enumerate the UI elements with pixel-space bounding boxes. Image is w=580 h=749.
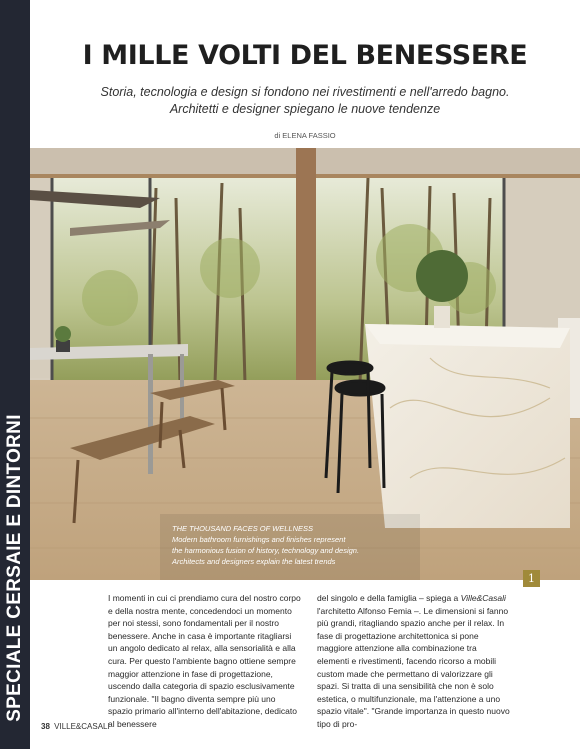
body-column-right [317,592,510,731]
page-marker: 1 [523,570,540,587]
magazine-name: VILLE&CASALI [54,722,110,731]
page-number: 38 [41,722,50,731]
body-right-text-b: l'architetto Alfonso Femia –. Le dimensioni si fanno più grandi, ritagliando spazio anche per il relax. In fase di progettazione architettonica si pone maggiore attenzione alla combinazione tra elementi e rivestimenti, facendo ricorso a mobili custom made che permettano di valorizzare gli spazi. Si tratta di una sensibilità che non è solo estetica, o multifunzionale, ma l'attenzione a uno spazio vitale". "Grande importanza in questo nuovo tipo di pro- [317,605,510,729]
photo-caption [172,523,402,567]
byline: di ELENA FASSIO [274,131,336,140]
hero-photo [30,148,580,580]
subtitle-line-1: Storia, tecnologia e design si fondono nei rivestimenti e nell'arredo bagno. [100,85,510,99]
caption-title: THE THOUSAND FACES OF WELLNESS [172,524,313,533]
body-paragraph-left: I momenti in cui ci prendiamo cura del nostro corpo e della nostra mente, concedendoci un momento per noi stessi, sono fondamentali per il nostro benessere. Anche in casa è importante ritagliarsi un angolo dedicato al relax, alla sensorialità e alla cura. Per questo l'ambiente bagno ottiene sempre maggior attenzione in fase di progettazione, uscendo dalla categoria di spazio esclusivamente funzionale. "Il bagno diventa sempre più uno spazio primario all'interno dell'abitazione, dedicato al benessere [108,593,301,729]
page-footer [41,722,110,731]
caption-line-2: the harmonious fusion of history, technology and design. [172,546,360,555]
side-band [0,0,30,749]
article-title: I MILLE VOLTI DEL BENESSERE [82,40,528,71]
body-column-left [108,592,301,731]
article-subtitle [40,84,570,118]
magazine-brand-mention: Ville&Casali [460,593,506,603]
body-right-text-a: del singolo e della famiglia – spiega a [317,593,461,603]
kitchen-photo-illustration [30,148,580,580]
caption-line-3: Architects and designers explain the latest trends [172,557,336,566]
caption-line-1: Modern bathroom furnishings and finishes represent [172,535,346,544]
body-paragraph-right [317,592,510,731]
section-label: SPECIALE CERSAIE E DINTORNI [4,414,25,722]
subtitle-line-2: Architetti e designer spiegano le nuove tendenze [169,102,441,116]
